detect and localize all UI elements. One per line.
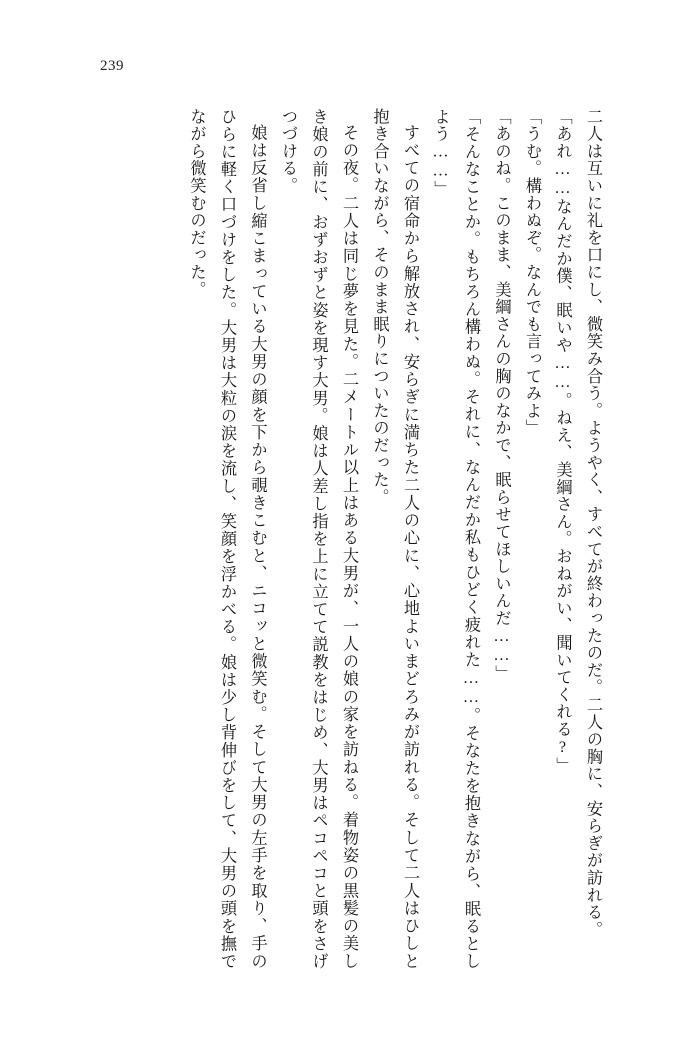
paragraph: その夜。二人は同じ夢を見た。二メートル以上はある大男が、一人の娘の家を訪ねる。着物姿の黒髪の美しき娘の前に、おずおずと姿を現す大男。娘は人差し指を上に立てて説教をはじめ、大男はペコペコと頭をさげつづける。 <box>279 108 358 970</box>
paragraph: 「うむ。構わぬぞ。なんでも言ってみよ」 <box>523 108 541 437</box>
paragraph: 「あのね。このまま、美綱さんの胸のなかで、眠らせてほしいんだ……」 <box>492 108 511 683</box>
paragraph: 二人は互いに礼を口にし、微笑み合う。ようやく、すべてが終わったのだ。二人の胸に、安らぎが訪れる。 <box>584 108 602 939</box>
paragraph: 娘は反省し縮こまっている大男の顔を下から覗きこむと、ニコッと微笑む。そして大男の左手を取り、手のひらに軽く口づけをした。大男は大粒の涙を流し、笑顔を浮かべる。娘は少し背伸びをして、大男の頭を撫でながら微笑むのだった。 <box>187 108 267 970</box>
page-number: 239 <box>100 58 124 74</box>
page-body-text <box>96 108 608 970</box>
paragraph: すべての宿命から解放され、安らぎに満ちた二人の心に、心地よいまどろみが訪れる。そして二人はひしと抱き合いながら、そのまま眠りについたのだった。 <box>370 108 419 970</box>
paragraph: 「あれ……なんだか僕、眠いや……。ねえ、美綱さん。おねがい、聞いてくれる?」 <box>553 108 572 775</box>
paragraph: 「そんなことか。もちろん構わぬ。それに、なんだか私もひどく疲れた……。そなたを抱きながら、眠るとしよう……」 <box>431 108 480 970</box>
